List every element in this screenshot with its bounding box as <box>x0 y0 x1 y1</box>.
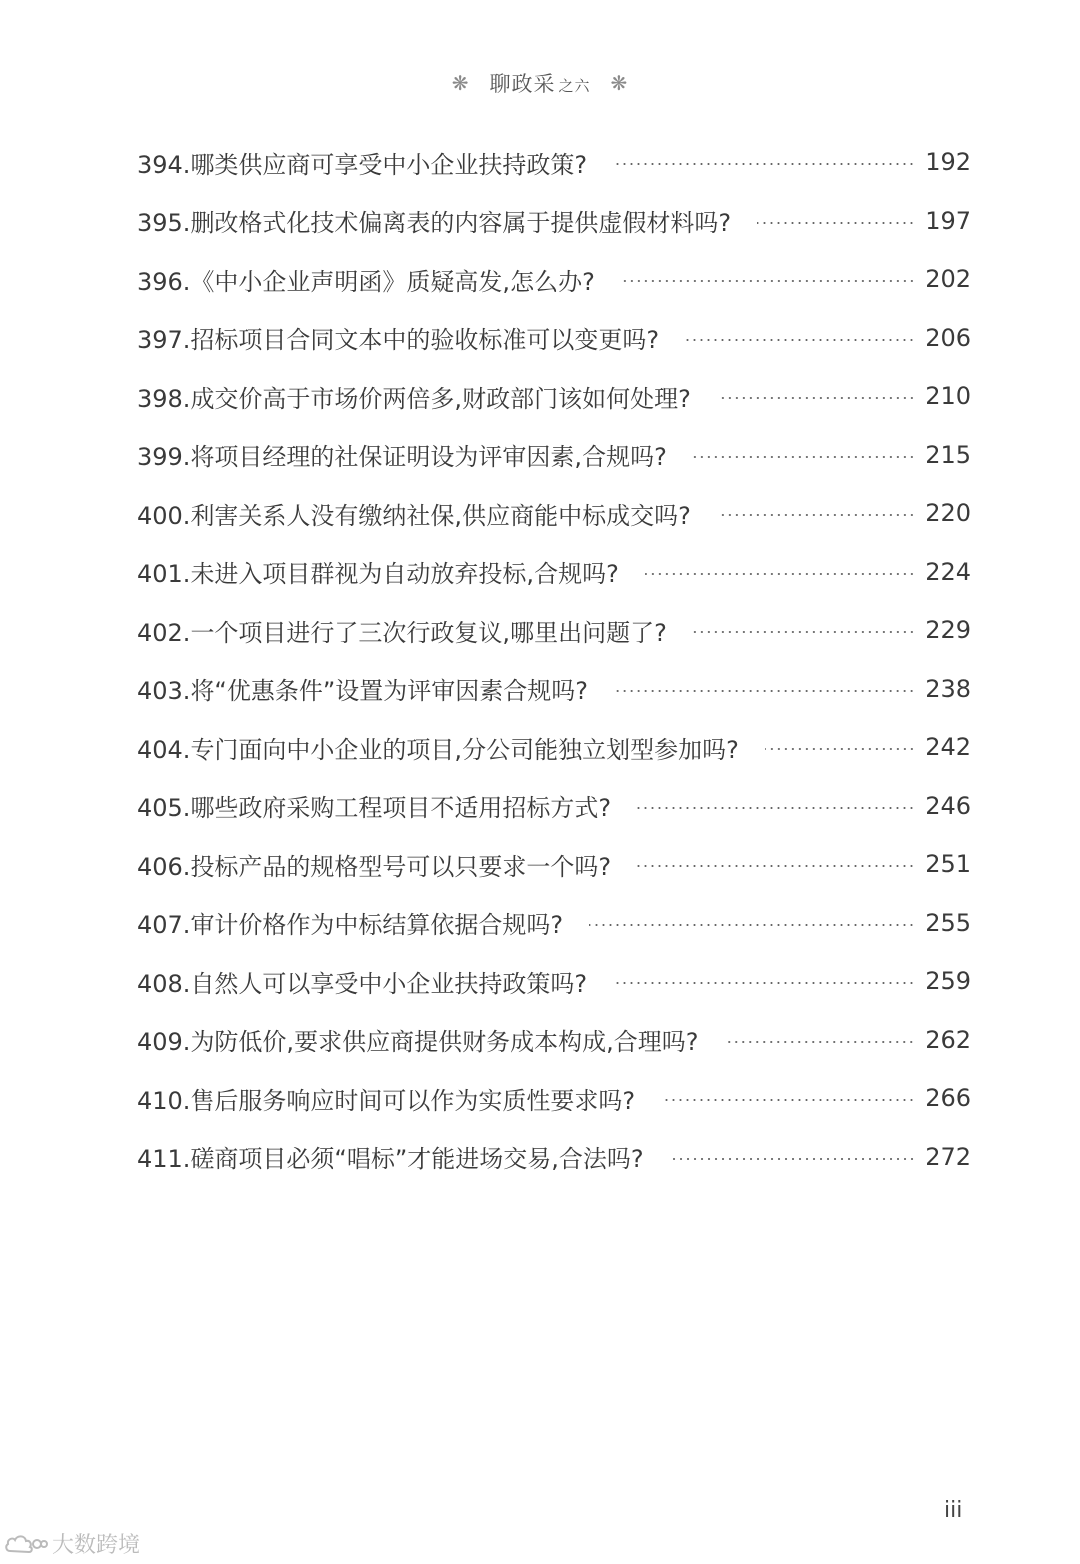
toc-entry-page: 206 <box>925 323 971 352</box>
toc-entry-title: 398.成交价高于市场价两倍多,财政部门该如何处理? <box>137 384 691 413</box>
toc-entry <box>137 367 971 426</box>
toc-entry <box>137 1128 971 1187</box>
toc-entry-page: 242 <box>925 733 971 762</box>
toc-entry-page: 272 <box>925 1142 971 1171</box>
toc-dot-leader <box>717 514 915 516</box>
toc-entry-page: 262 <box>925 1025 971 1054</box>
toc-dot-leader <box>613 163 915 165</box>
toc-entry <box>137 133 971 192</box>
toc-entry-title: 408.自然人可以享受中小企业扶持政策吗? <box>137 969 588 998</box>
page-number: iii <box>944 1498 963 1523</box>
toc-entry-title: 401.未进入项目群视为自动放弃投标,合规吗? <box>137 560 619 589</box>
toc-entry-title: 409.为防低价,要求供应商提供财务成本构成,合理吗? <box>137 1028 699 1057</box>
toc-entry <box>137 309 971 368</box>
toc-dot-leader <box>614 690 915 692</box>
toc-entry-title: 399.将项目经理的社保证明设为评审因素,合规吗? <box>137 443 667 472</box>
toc-entry-title: 404.专门面向中小企业的项目,分公司能独立划型参加吗? <box>137 735 739 764</box>
toc-entry-title: 394.哪类供应商可享受中小企业扶持政策? <box>137 150 588 179</box>
toc-dot-leader <box>621 280 915 282</box>
toc-dot-leader <box>693 631 915 633</box>
toc-entry-title: 407.审计价格作为中标结算依据合规吗? <box>137 911 564 940</box>
toc-entry <box>137 952 971 1011</box>
toc-entry-page: 259 <box>925 967 971 996</box>
flower-ornament-icon: ❋ <box>451 71 470 95</box>
toc-entry <box>137 601 971 660</box>
toc-entry-page: 229 <box>925 616 971 645</box>
toc-entry <box>137 192 971 251</box>
toc-entry <box>137 250 971 309</box>
toc-entry <box>137 543 971 602</box>
toc-dot-leader <box>661 1099 915 1101</box>
toc-entry <box>137 660 971 719</box>
toc-entry-title: 402.一个项目进行了三次行政复议,哪里出问题了? <box>137 618 667 647</box>
toc-entry-page: 220 <box>925 499 971 528</box>
flower-ornament-icon: ❋ <box>610 71 629 95</box>
toc-entry <box>137 1011 971 1070</box>
toc-entry <box>137 894 971 953</box>
toc-entry-title: 410.售后服务响应时间可以作为实质性要求吗? <box>137 1086 636 1115</box>
toc-entry <box>137 426 971 485</box>
toc-entry <box>137 484 971 543</box>
toc-entry <box>137 1069 971 1128</box>
toc-entry <box>137 718 971 777</box>
toc-entry-page: 224 <box>925 557 971 586</box>
toc-dot-leader <box>693 456 915 458</box>
book-title: 聊政采 <box>489 72 556 96</box>
table-of-contents <box>137 133 971 1186</box>
toc-entry-title: 397.招标项目合同文本中的验收标准可以变更吗? <box>137 326 660 355</box>
toc-dot-leader <box>670 1158 916 1160</box>
toc-entry <box>137 777 971 836</box>
toc-entry-title: 411.磋商项目必须“唱标”才能进场交易,合法吗? <box>137 1145 644 1174</box>
toc-entry-title: 396.《中小企业声明函》质疑高发,怎么办? <box>137 267 595 296</box>
toc-dot-leader <box>765 748 915 750</box>
toc-entry-page: 210 <box>925 382 971 411</box>
cloud-logo-icon <box>4 1531 48 1557</box>
toc-entry-title: 400.利害关系人没有缴纳社保,供应商能中标成交吗? <box>137 501 691 530</box>
toc-entry-page: 238 <box>925 674 971 703</box>
toc-dot-leader <box>717 397 915 399</box>
toc-entry-page: 192 <box>925 148 971 177</box>
toc-entry-page: 246 <box>925 791 971 820</box>
running-header <box>0 68 1080 98</box>
toc-dot-leader <box>724 1041 915 1043</box>
toc-entry-page: 255 <box>925 908 971 937</box>
toc-dot-leader <box>645 573 915 575</box>
toc-dot-leader <box>685 339 915 341</box>
toc-entry <box>137 835 971 894</box>
toc-entry-page: 202 <box>925 265 971 294</box>
toc-dot-leader <box>637 807 915 809</box>
toc-entry-page: 197 <box>925 206 971 235</box>
toc-entry-page: 251 <box>925 850 971 879</box>
toc-entry-title: 406.投标产品的规格型号可以只要求一个吗? <box>137 852 612 881</box>
toc-dot-leader <box>589 924 915 926</box>
toc-entry-page: 215 <box>925 440 971 469</box>
toc-dot-leader <box>757 222 915 224</box>
toc-dot-leader <box>637 865 915 867</box>
book-subtitle: 之六 <box>558 77 591 95</box>
toc-entry-title: 403.将“优惠条件”设置为评审因素合规吗? <box>137 677 589 706</box>
watermark-text: 大数跨境 <box>52 1533 141 1558</box>
toc-entry-title: 405.哪些政府采购工程项目不适用招标方式? <box>137 794 612 823</box>
toc-dot-leader <box>613 982 915 984</box>
toc-entry-page: 266 <box>925 1084 971 1113</box>
watermark <box>4 1528 140 1559</box>
toc-entry-title: 395.删改格式化技术偏离表的内容属于提供虚假材料吗? <box>137 209 732 238</box>
